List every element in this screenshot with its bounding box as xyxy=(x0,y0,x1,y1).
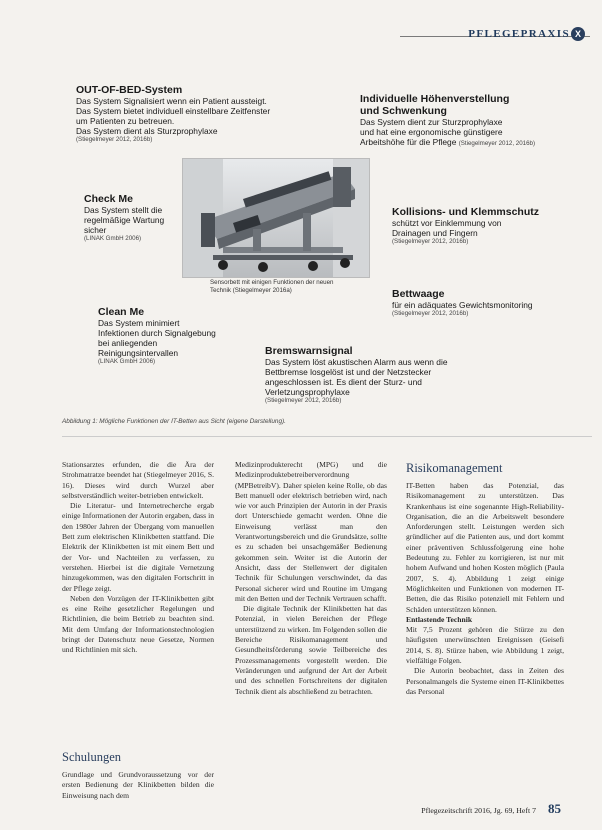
section-title: PFLEGEPRAXIS xyxy=(468,28,570,40)
label-bettwaage: Bettwaage für ein adäquates Gewichtsmonitoring (Stiegelmeyer 2012, 2016b) xyxy=(392,288,533,317)
label-title: OUT-OF-BED-System xyxy=(76,84,183,96)
label-clean-me: Clean Me Das System minimiert Infektionen durch Signalgebung bei anliegenden Reinigungsintervallen (LINAK GmbH 2006) xyxy=(98,306,216,365)
figure-divider xyxy=(62,436,592,437)
subheading: Entlastende Technik xyxy=(406,614,473,624)
hospital-bed-photo xyxy=(182,158,370,278)
paragraph: Die Literatur- und Internetrecherche ergab einige Informationen der Autorin ergaben, dass in den 1980er Jahren der Übergang vom manuellen Bett zum elektrischen Klinikbetten stattfand. Die Elektrik der Klinikbetten ist mit einem Bett und der Vor- und Nachteilen zu verfassen, zu verstehen. Hierbei ist die digitale Vernetzung hinzugekommen, was den digitalen Fortschritt in der Pflege zeigt. xyxy=(62,501,214,593)
paragraph: Medizinprodukterecht (MPG) und die Medizinproduktebetreiberverordnung (MPBetreibV). Daher spielen keine Rolle, ob das Bett manuell oder elektrisch betrieben wird, nach wie vor auch Prinzipien der Autorin in der Praxis dort Unterschiede gemacht werden. Ohne die Einweisung verlässt man den Verantwortungsbereich und die Grundsätze, sollte es zu schaden bei unsachgemäßer Bedienung gekommen sein. Weiter ist die Autorin der Ansicht, dass der Stellenwert der digitalen Technik für Schulungen verschwindet, da das Personal sicherer wird und Routine im Umgang mit den Betten und der Technik Vertrauen schafft. xyxy=(235,460,387,603)
figure-caption: Abbildung 1: Mögliche Funktionen der IT-Betten aus Sicht (eigene Darstellung). xyxy=(62,418,286,425)
body-column-1-bottom xyxy=(62,770,214,801)
heading-risikomanagement: Risikomanagement xyxy=(406,461,503,475)
hospital-bed-illustration xyxy=(183,159,369,277)
body-column-1 xyxy=(62,460,214,656)
label-kollisionsschutz: Kollisions- und Klemmschutz schützt vor Einklemmung von Drainagen und Fingern (Stiegelmeyer 2012, 2016b) xyxy=(392,206,540,245)
body-column-3 xyxy=(406,481,564,697)
photo-caption: Sensorbett mit einigen Funktionen der neuen Technik (Stiegelmeyer 2016a) xyxy=(210,279,334,294)
paragraph: Neben den Vorzügen der IT-Klinikbetten gibt es eine Reihe gesetzlicher Regelungen und Richtlinien, die beim Betrieb zu beachten sind. Mit dem Umfang der Informationstechnologien bringt der Datenschutz neue Gesetze, Normen und Richtlinien mit sich. xyxy=(62,593,214,655)
paragraph: Die Autorin beobachtet, dass in Zeiten des Personalmangels die Systeme einen IT-Klinikbettes das Personal xyxy=(406,666,564,696)
page-number: 85 xyxy=(548,801,561,816)
journal-footer: Pflegezeitschrift 2016, Jg. 69, Heft 7 xyxy=(421,806,536,815)
paragraph: Stationsarztes erfunden, die die Ära der Strohmatratze beendet hat (Stiegelmeyer 2016, S. 16). Dieses wird durch Wurzel aber selbstverständlich weiter-betrieben entwickelt. xyxy=(62,460,214,500)
paragraph: Grundlage und Grundvoraussetzung vor der ersten Bedienung der Klinikbetten bilden die Einweisung nach dem xyxy=(62,770,214,800)
body-column-2 xyxy=(235,460,387,697)
paragraph: Mit 7,5 Prozent gehören die Stürze zu den häufigsten unerwünschten Ereignissen (Geisefi 2014, S. 8). Stürze haben, wie Abbildung 1 zeigt, vielfältige Folgen. xyxy=(406,625,564,666)
label-bremswarnsignal: Bremswarnsignal Das System löst akustischen Alarm aus wenn die Bettbremse losgelöst ist und der Netzstecker angeschlossen ist. Es dient der Sturz- und Verletzungsprophylaxe (Stiegelmeyer 2012, 2016b) xyxy=(265,345,448,404)
label-title: Individuelle Höhenverstellung und Schwenkung xyxy=(360,93,510,117)
label-check-me: Check Me Das System stellt die regelmäßige Wartung sicher (LINAK GmbH 2006) xyxy=(84,193,165,242)
paragraph: Die digitale Technik der Klinikbetten hat das Potenzial, in vielen Bereichen der Pflege unterstützend zu wirken. Im Folgenden sollen die Bereiche Risikomanagement und Gesundheitsförderung sowie Teilbereiche des Prozessmanagements vorgestellt werden. Die Veränderungen und aufgrund der Art der Arbeit und des schnellen Fortschreitens der digitalen Technik dient als abschließend zu betrachten. xyxy=(235,604,387,696)
paragraph: IT-Betten haben das Potenzial, das Risikomanagement zu unterstützen. Das Krankenhaus ist eine sogenannte High-Reliability-Organisation, die an die Arbeitswelt besondere Anforderungen stellt. Leistungen werden sich gründlicher auf die Patienten aus, und dort kommt einer präventiven Schlussfolgerung eine hohe Bedeutung zu. Fehler zu korrigieren, ist nur mit hohem Aufwand und hohen Kosten möglich (Paula 2007, S. 4). Abbildung 1 zeigt einige Möglichkeiten und Funktionen von modernen IT-Betten, die das Risiko potenziell mit Fehlern und Schäden unterstützen können. xyxy=(406,481,564,614)
label-hoehenverstellung: Individuelle Höhenverstellung und Schwenkung Das System dient zur Sturzprophylaxe und hat eine ergonomische günstigere Arbeitshöhe für die Pflege (Stiegelmeyer 2012, 2016b) xyxy=(360,93,536,147)
heading-schulungen: Schulungen xyxy=(62,750,122,764)
section-badge: X xyxy=(571,27,585,41)
label-out-of-bed: OUT-OF-BED-System Das System Signalisiert wenn ein Patient aussteigt. Das System bietet individuell einstellbare Zeitfenster um Patienten zu betreuen. Das System dient als Sturzprophylaxe (Stiegelmeyer 2012, 2016b) xyxy=(76,84,306,144)
